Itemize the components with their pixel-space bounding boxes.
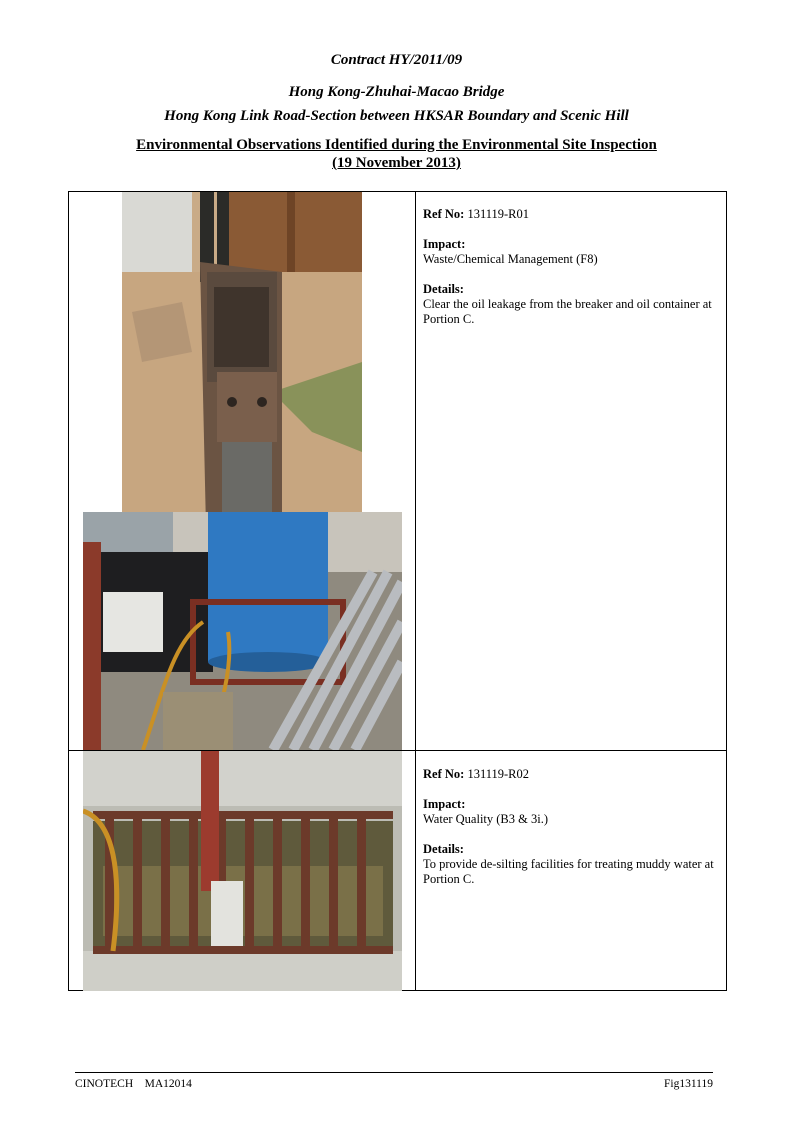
ref-line — [423, 767, 723, 782]
details-value: To provide de-silting facilities for treating muddy water at Portion C. — [423, 857, 714, 886]
footer-company-ref: CINOTECH MA12014 — [75, 1078, 192, 1090]
inspection-date: (19 November 2013) — [332, 155, 461, 171]
impact-label: Impact: — [423, 797, 466, 811]
details-value: Clear the oil leakage from the breaker and oil container at Portion C. — [423, 297, 712, 326]
table-column-divider — [415, 191, 416, 991]
observation-2 — [423, 767, 723, 887]
impact-label: Impact: — [423, 237, 466, 251]
document-title: Environmental Observations Identified during the Environmental Site Inspection — [136, 137, 657, 153]
footer-figure-number: Fig131119 — [664, 1078, 713, 1090]
breaker-photo — [122, 192, 362, 512]
ref-value: 131119-R01 — [467, 207, 530, 221]
contract-number: Contract HY/2011/09 — [330, 52, 463, 68]
impact-value: Waste/Chemical Management (F8) — [423, 252, 598, 266]
project-title-line2: Hong Kong Link Road-Section between HKSAR Boundary and Scenic Hill — [164, 108, 629, 124]
drainage-photo — [83, 751, 402, 991]
oil-container-photo — [83, 512, 402, 750]
footer-divider — [75, 1072, 713, 1073]
impact-value: Water Quality (B3 & 3i.) — [423, 812, 549, 826]
ref-line — [423, 207, 723, 222]
ref-value: 131119-R02 — [467, 767, 530, 781]
observation-1 — [423, 207, 723, 327]
project-title-line1: Hong Kong-Zhuhai-Macao Bridge — [288, 84, 505, 100]
ref-label: Ref No: — [423, 767, 465, 781]
ref-label: Ref No: — [423, 207, 465, 221]
details-label: Details: — [423, 282, 464, 296]
details-label: Details: — [423, 842, 464, 856]
